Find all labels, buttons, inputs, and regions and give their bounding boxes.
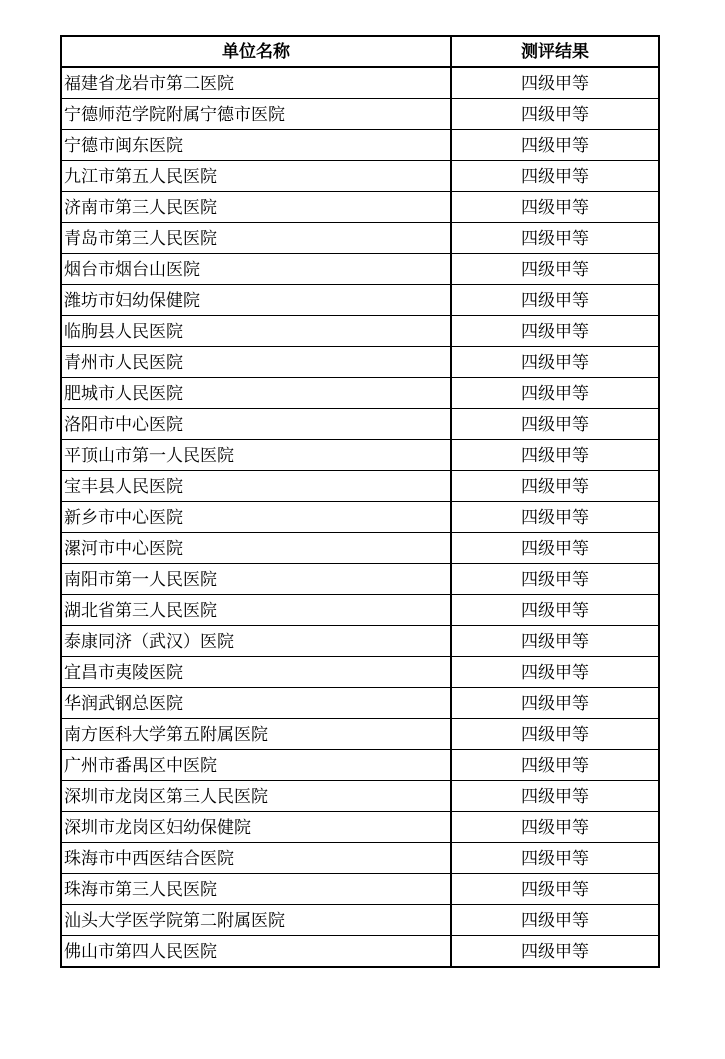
eval-result-cell: 四级甲等 — [451, 161, 659, 192]
unit-name-cell: 青州市人民医院 — [61, 347, 451, 378]
table-row — [61, 161, 659, 192]
unit-name-cell: 宜昌市夷陵医院 — [61, 657, 451, 688]
unit-name-cell: 洛阳市中心医院 — [61, 409, 451, 440]
table-row — [61, 781, 659, 812]
unit-name-cell: 佛山市第四人民医院 — [61, 936, 451, 968]
table-row — [61, 564, 659, 595]
table-row — [61, 905, 659, 936]
eval-result-cell: 四级甲等 — [451, 285, 659, 316]
eval-result-cell: 四级甲等 — [451, 316, 659, 347]
table-header — [61, 36, 659, 67]
table-row — [61, 812, 659, 843]
unit-name-cell: 华润武钢总医院 — [61, 688, 451, 719]
eval-result-cell: 四级甲等 — [451, 626, 659, 657]
table-row — [61, 936, 659, 968]
eval-result-cell: 四级甲等 — [451, 192, 659, 223]
eval-result-cell: 四级甲等 — [451, 471, 659, 502]
unit-name-cell: 平顶山市第一人民医院 — [61, 440, 451, 471]
eval-result-cell: 四级甲等 — [451, 812, 659, 843]
eval-result-cell: 四级甲等 — [451, 657, 659, 688]
eval-result-cell: 四级甲等 — [451, 564, 659, 595]
unit-name-cell: 肥城市人民医院 — [61, 378, 451, 409]
header-eval-result: 测评结果 — [451, 36, 659, 67]
unit-name-cell: 宁德市闽东医院 — [61, 130, 451, 161]
eval-result-cell: 四级甲等 — [451, 936, 659, 968]
table-row — [61, 595, 659, 626]
unit-name-cell: 烟台市烟台山医院 — [61, 254, 451, 285]
unit-name-cell: 临朐县人民医院 — [61, 316, 451, 347]
eval-result-cell: 四级甲等 — [451, 874, 659, 905]
unit-name-cell: 潍坊市妇幼保健院 — [61, 285, 451, 316]
eval-result-cell: 四级甲等 — [451, 67, 659, 99]
eval-result-cell: 四级甲等 — [451, 595, 659, 626]
table-row — [61, 67, 659, 99]
unit-name-cell: 漯河市中心医院 — [61, 533, 451, 564]
table-row — [61, 874, 659, 905]
unit-name-cell: 深圳市龙岗区第三人民医院 — [61, 781, 451, 812]
table-row — [61, 347, 659, 378]
eval-result-cell: 四级甲等 — [451, 688, 659, 719]
table-row — [61, 409, 659, 440]
unit-name-cell: 湖北省第三人民医院 — [61, 595, 451, 626]
table-row — [61, 843, 659, 874]
table-row — [61, 378, 659, 409]
header-row — [61, 36, 659, 67]
unit-name-cell: 汕头大学医学院第二附属医院 — [61, 905, 451, 936]
unit-name-cell: 南阳市第一人民医院 — [61, 564, 451, 595]
unit-name-cell: 宁德师范学院附属宁德市医院 — [61, 99, 451, 130]
unit-name-cell: 济南市第三人民医院 — [61, 192, 451, 223]
header-unit-name: 单位名称 — [61, 36, 451, 67]
table-row — [61, 657, 659, 688]
table-row — [61, 285, 659, 316]
table-row — [61, 750, 659, 781]
unit-name-cell: 珠海市第三人民医院 — [61, 874, 451, 905]
table-row — [61, 471, 659, 502]
table-row — [61, 192, 659, 223]
table-row — [61, 316, 659, 347]
unit-name-cell: 广州市番禺区中医院 — [61, 750, 451, 781]
eval-result-cell: 四级甲等 — [451, 254, 659, 285]
eval-result-cell: 四级甲等 — [451, 719, 659, 750]
table-row — [61, 130, 659, 161]
eval-result-cell: 四级甲等 — [451, 905, 659, 936]
table-row — [61, 626, 659, 657]
eval-result-cell: 四级甲等 — [451, 378, 659, 409]
eval-result-cell: 四级甲等 — [451, 99, 659, 130]
eval-result-cell: 四级甲等 — [451, 502, 659, 533]
document-page — [60, 35, 660, 968]
table-row — [61, 99, 659, 130]
eval-result-cell: 四级甲等 — [451, 750, 659, 781]
eval-result-cell: 四级甲等 — [451, 223, 659, 254]
unit-name-cell: 福建省龙岩市第二医院 — [61, 67, 451, 99]
unit-name-cell: 南方医科大学第五附属医院 — [61, 719, 451, 750]
unit-name-cell: 九江市第五人民医院 — [61, 161, 451, 192]
table-row — [61, 440, 659, 471]
table-body — [61, 67, 659, 967]
table-row — [61, 502, 659, 533]
unit-name-cell: 宝丰县人民医院 — [61, 471, 451, 502]
eval-result-cell: 四级甲等 — [451, 130, 659, 161]
table-row — [61, 254, 659, 285]
eval-result-cell: 四级甲等 — [451, 781, 659, 812]
eval-result-cell: 四级甲等 — [451, 843, 659, 874]
eval-result-cell: 四级甲等 — [451, 347, 659, 378]
unit-name-cell: 珠海市中西医结合医院 — [61, 843, 451, 874]
table-row — [61, 688, 659, 719]
eval-result-cell: 四级甲等 — [451, 533, 659, 564]
unit-name-cell: 新乡市中心医院 — [61, 502, 451, 533]
unit-name-cell: 深圳市龙岗区妇幼保健院 — [61, 812, 451, 843]
eval-result-cell: 四级甲等 — [451, 409, 659, 440]
table-row — [61, 719, 659, 750]
table-row — [61, 533, 659, 564]
unit-name-cell: 泰康同济（武汉）医院 — [61, 626, 451, 657]
unit-name-cell: 青岛市第三人民医院 — [61, 223, 451, 254]
table-row — [61, 223, 659, 254]
eval-result-cell: 四级甲等 — [451, 440, 659, 471]
evaluation-table — [60, 35, 660, 968]
